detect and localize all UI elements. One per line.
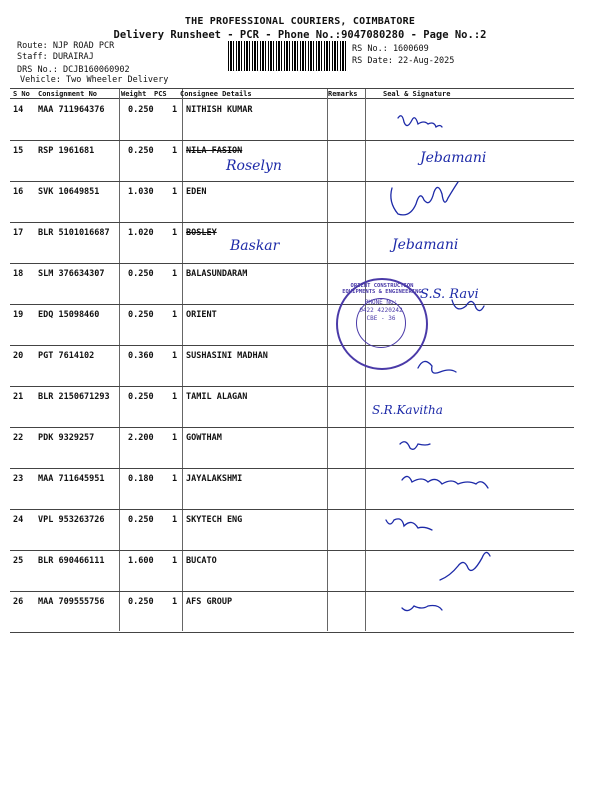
row-consignment-no: VPL 953263726 xyxy=(38,515,105,525)
signature xyxy=(402,476,488,488)
stamp-phone-label: PHONE No: xyxy=(364,299,398,306)
col-header-pcs: PCS xyxy=(154,90,167,98)
row-pcs: 1 xyxy=(172,392,178,402)
row-consignee: SUSHASINI MADHAN xyxy=(186,351,268,361)
row-consignee: ORIENT xyxy=(186,310,217,320)
signature xyxy=(398,116,442,127)
col-header-consignee: Consignee Details xyxy=(180,90,252,98)
row-pcs: 1 xyxy=(172,146,178,156)
row-consignee: BALASUNDARAM xyxy=(186,269,248,279)
row-pcs: 1 xyxy=(172,597,178,607)
row-sno: 17 xyxy=(13,228,24,238)
row-consignment-no: MAA 709555756 xyxy=(38,597,105,607)
row-consignment-no: EDQ 15098460 xyxy=(38,310,100,320)
col-header-sno: S No xyxy=(13,90,30,98)
row-weight: 0.250 xyxy=(128,392,154,402)
row-sno: 24 xyxy=(13,515,24,525)
row-sno: 16 xyxy=(13,187,24,197)
row-weight: 0.180 xyxy=(128,474,154,484)
row-sno: 20 xyxy=(13,351,24,361)
vehicle-label: Vehicle: Two Wheeler Delivery xyxy=(20,75,169,85)
row-weight: 0.250 xyxy=(128,515,154,525)
row-weight: 0.250 xyxy=(128,269,154,279)
handwritten-name: Roselyn xyxy=(226,158,282,174)
stamp-phone: 0422 4220242 xyxy=(359,307,403,314)
drs-label: DRS No.: DCJB160060902 xyxy=(17,65,130,75)
route-label: Route: NJP ROAD PCR xyxy=(17,41,115,51)
company-stamp xyxy=(336,278,428,370)
row-consignment-no: RSP 1961681 xyxy=(38,146,95,156)
row-sno: 21 xyxy=(13,392,24,402)
row-pcs: 1 xyxy=(172,105,178,115)
row-sno: 19 xyxy=(13,310,24,320)
row-consignee: NITHISH KUMAR xyxy=(186,105,253,115)
row-weight: 0.250 xyxy=(128,310,154,320)
col-header-weight: Weight xyxy=(121,90,147,98)
row-consignee: JAYALAKSHMI xyxy=(186,474,243,484)
row-consignment-no: MAA 711964376 xyxy=(38,105,105,115)
row-pcs: 1 xyxy=(172,474,178,484)
signature xyxy=(402,606,442,611)
row-consignment-no: SVK 10649851 xyxy=(38,187,100,197)
stamp-center xyxy=(356,298,406,348)
row-weight: 0.250 xyxy=(128,146,154,156)
rs-date: RS Date: 22-Aug-2025 xyxy=(352,56,455,66)
signature xyxy=(400,442,430,450)
staff-label: Staff: DURAIRAJ xyxy=(17,52,94,62)
rs-number: RS No.: 1600609 xyxy=(352,44,429,54)
row-weight: 1.030 xyxy=(128,187,154,197)
row-consignment-no: PDK 9329257 xyxy=(38,433,95,443)
row-sno: 25 xyxy=(13,556,24,566)
handwritten-name: S.S. Ravi xyxy=(420,287,479,302)
row-consignee: SKYTECH ENG xyxy=(186,515,243,525)
signature xyxy=(440,552,490,580)
row-sno: 14 xyxy=(13,105,24,115)
row-pcs: 1 xyxy=(172,515,178,525)
signature xyxy=(386,519,432,530)
row-consignment-no: PGT 7614102 xyxy=(38,351,95,361)
row-consignment-no: BLR 5101016687 xyxy=(38,228,110,238)
row-sno: 26 xyxy=(13,597,24,607)
row-consignee: AFS GROUP xyxy=(186,597,233,607)
row-weight: 0.250 xyxy=(128,105,154,115)
row-consignee: NILA FASION xyxy=(186,146,243,156)
row-consignee: BUCATO xyxy=(186,556,217,566)
runsheet-title: Delivery Runsheet - PCR - Phone No.:9047080280 - Page No.:2 xyxy=(113,29,487,41)
handwritten-name: Jebamani xyxy=(420,150,487,166)
signature xyxy=(391,182,458,215)
row-pcs: 1 xyxy=(172,310,178,320)
row-weight: 0.360 xyxy=(128,351,154,361)
row-consignee: BOSLEY xyxy=(186,228,217,238)
signature xyxy=(452,300,484,311)
col-header-remarks: Remarks xyxy=(328,90,358,98)
row-sno: 15 xyxy=(13,146,24,156)
row-pcs: 1 xyxy=(172,556,178,566)
row-consignee: EDEN xyxy=(186,187,207,197)
signature xyxy=(418,361,456,373)
col-header-consignment: Consignment No xyxy=(38,90,98,98)
handwritten-name: Baskar xyxy=(230,238,280,254)
row-pcs: 1 xyxy=(172,228,178,238)
row-pcs: 1 xyxy=(172,187,178,197)
row-consignment-no: MAA 711645951 xyxy=(38,474,105,484)
row-consignment-no: BLR 2150671293 xyxy=(38,392,110,402)
row-consignee: TAMIL ALAGAN xyxy=(186,392,248,402)
row-weight: 2.200 xyxy=(128,433,154,443)
handwritten-name: S.R.Kavitha xyxy=(372,403,443,417)
row-consignment-no: BLR 690466111 xyxy=(38,556,105,566)
row-pcs: 1 xyxy=(172,351,178,361)
row-consignment-no: SLM 376634307 xyxy=(38,269,105,279)
row-pcs: 1 xyxy=(172,269,178,279)
row-weight: 1.020 xyxy=(128,228,154,238)
row-sno: 23 xyxy=(13,474,24,484)
company-name: THE PROFESSIONAL COURIERS, COIMBATORE xyxy=(184,16,416,27)
col-header-seal: Seal & Signature xyxy=(383,90,451,98)
row-weight: 0.250 xyxy=(128,597,154,607)
row-pcs: 1 xyxy=(172,433,178,443)
stamp-ring-text: ORIENT CONSTRUCTION EQUIPMENTS & ENGINEERING xyxy=(342,283,422,295)
row-consignee: GOWTHAM xyxy=(186,433,222,443)
row-sno: 18 xyxy=(13,269,24,279)
row-weight: 1.600 xyxy=(128,556,154,566)
row-sno: 22 xyxy=(13,433,24,443)
handwritten-name: Jebamani xyxy=(392,237,459,253)
stamp-city: CBE - 36 xyxy=(366,315,396,322)
